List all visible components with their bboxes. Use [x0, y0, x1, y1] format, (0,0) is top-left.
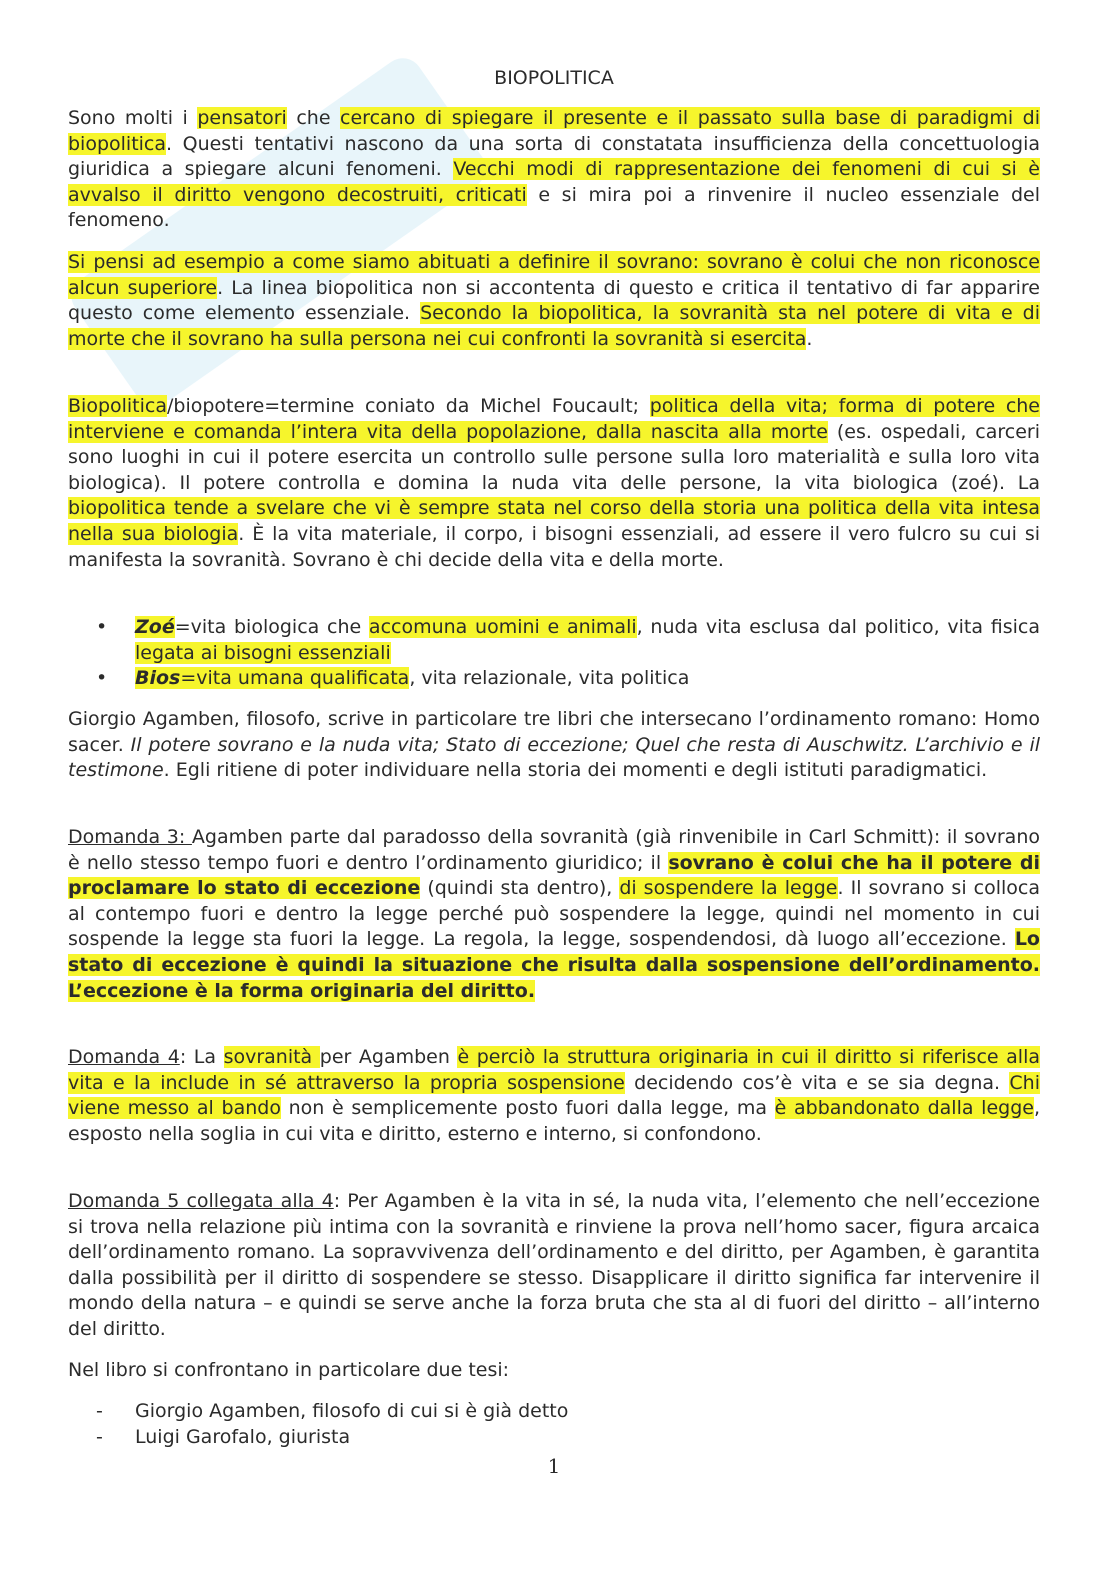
highlight: politica della vita; forma di potere che interviene e comanda l’intera vita della popolazione, dalla nascita alla morte [68, 395, 1040, 443]
question-label: Domanda 5 collegata alla 4 [68, 1190, 334, 1212]
highlight: pensatori [197, 107, 287, 129]
text-run: , nuda vita esclusa dal politico, vita fisica [636, 616, 1040, 638]
list-item-text: Luigi Garofalo, giurista [135, 1425, 351, 1448]
paragraph-biopolitica [68, 394, 1040, 573]
list-item [68, 1425, 1040, 1451]
list-item [68, 1399, 1040, 1425]
text-run: decidendo cos’è vita e se sia degna. [624, 1071, 1010, 1094]
highlight: è abbandonato dalla legge [774, 1097, 1034, 1120]
highlight: legata ai bisogni essenziali [135, 641, 391, 664]
paragraph-sovrano [68, 250, 1040, 352]
bullet-marker: • [96, 667, 108, 690]
text-run: Sono molti i [68, 107, 198, 129]
highlight: = [180, 667, 197, 690]
highlight: biopolitica tende a svelare che vi è sempre stata nel corso della storia una politica della vita intesa nella sua biologia [68, 497, 1040, 545]
bullet-list [68, 615, 1040, 692]
text-run: . È la vita materiale, il corpo, i bisogni essenziali, ad essere il vero fulcro su cui si manifesta la sovranità. Sovrano è chi decide della vita e della morte. [68, 522, 1040, 571]
text-run: Giorgio Agamben, filosofo, scrive in particolare tre libri che intersecano l’ordinamento romano: Homo sacer. [68, 708, 1040, 756]
text-run: (quindi sta dentro), [420, 877, 620, 900]
book-titles: Il potere sovrano e la nuda vita; Stato di eccezione; Quel che resta di Auschwitz. L’archivio e il testimone [68, 733, 1040, 782]
paragraph-domanda-4 [68, 1045, 1040, 1147]
bullet-marker: • [96, 616, 108, 638]
text-run: . Egli ritiene di poter individuare nella storia dei momenti e degli istituti paradigmatici. [163, 759, 988, 782]
text-run: e si mira poi a rinvenire il nucleo essenziale del fenomeno. [68, 183, 1040, 232]
text-run: : La [179, 1046, 224, 1068]
text-run: (es. ospedali, carceri sono luoghi in cui il potere esercita un controllo sulle persone sulla loro materialità e sulla loro vita biologica). Il potere controlla e domina la nuda vita delle persone, la vita biologica (zoé). La [68, 420, 1040, 494]
text-run: : Per Agamben è la vita in sé, la nuda vita, l’elemento che nell’eccezione si trova nella relazione più intima con la sovranità e rinviene la prova nell’homo sacer, figura arcaica dell’ordinamento romano. La sopravvivenza dell’ordinamento e del diritto, per Agamben, è garantita dalla possibilità per il diritto di sospendere se stesso. Disapplicare il diritto significa far intervenire il mondo della natura – e quindi se serve anche la forza bruta che sta al di fuori del diritto – all’interno del diritto. [68, 1190, 1040, 1340]
list-item-zoe [68, 615, 1040, 666]
text-run: . [806, 327, 813, 350]
highlight-bold: sovrano è colui che ha il potere di proclamare lo stato di eccezione [68, 851, 1040, 900]
text-run: . Il sovrano si colloca al contempo fuori e dentro la legge perché può sospendere la legge, quindi nel momento in cui sospende la legge sta fuori la legge. La regola, la legge, sospendendosi, dà luogo all’eccezione. [68, 877, 1040, 951]
highlight: sovranità [223, 1046, 320, 1068]
list-item-bios [68, 666, 1040, 692]
document-page [68, 0, 1040, 1579]
highlight: Vecchi modi di rappresentazione dei fenomeni di cui si è avvalso il diritto vengono decostruiti, criticati [68, 158, 1040, 206]
text-run: /biopotere=termine coniato da Michel Foucault; [167, 395, 650, 417]
text-run: non è semplicemente posto fuori dalla legge, ma [280, 1097, 775, 1120]
text-run: , esposto nella soglia in cui vita e diritto, esterno e interno, si confondono. [68, 1097, 1040, 1145]
paragraph-tesi: Nel libro si confrontano in particolare due tesi: [68, 1359, 510, 1381]
paragraph-agamben [68, 707, 1040, 784]
highlight: Si pensi ad esempio a come siamo abituati a definire il sovrano: sovrano è colui che non riconosce alcun superiore [68, 251, 1040, 299]
highlight: accomuna uomini e animali [368, 616, 637, 638]
highlight-term: Zoé [135, 616, 175, 638]
text-run: Agamben parte dal paradosso della sovranità (già rinvenibile in Carl Schmitt): il sovrano è nello stesso tempo fuori e dentro l’ordinamento giuridico; il [68, 826, 1040, 874]
dash-marker: - [96, 1400, 103, 1422]
question-label: Domanda 3: [68, 826, 192, 848]
text-run: . La linea biopolitica non si accontenta di questo e critica il tentativo di far apparire questo come elemento essenziale. [68, 276, 1040, 325]
highlight-term: Bios [135, 667, 181, 690]
text-run: che [286, 107, 341, 129]
page-number: 1 [547, 1454, 561, 1478]
highlight: è perciò la struttura originaria in cui il diritto si riferisce alla vita e la include in sé attraverso la propria sospensione [68, 1046, 1040, 1094]
dash-marker: - [96, 1425, 103, 1448]
dash-list [68, 1399, 1040, 1450]
highlight: di sospendere la legge [619, 877, 838, 900]
paragraph-domanda-3 [68, 825, 1040, 1004]
text-run: =vita biologica che [174, 616, 369, 638]
highlight: Chi viene messo al bando [68, 1071, 1040, 1120]
highlight: Biopolitica [68, 395, 167, 417]
list-item-text: Giorgio Agamben, filosofo di cui si è già detto [135, 1400, 569, 1422]
page-title: BIOPOLITICA [494, 67, 614, 89]
highlight-bold: Lo stato di eccezione è quindi la situazione che risulta dalla sospensione dell’ordinamento. L’eccezione è la forma originaria del diritto. [68, 928, 1040, 1002]
question-label: Domanda 4 [68, 1046, 180, 1068]
paragraph-intro [68, 106, 1040, 234]
highlight: cercano di spiegare il presente e il passato sulla base di paradigmi di biopolitica [68, 107, 1040, 155]
text-run: per Agamben [319, 1046, 458, 1068]
text-run: , vita relazionale, vita politica [409, 667, 690, 690]
text-run: . Questi tentativi nascono da una sorta di constatata insufficienza della concettuologia giuridica a spiegare alcuni fenomeni. [68, 132, 1040, 181]
highlight: Secondo la biopolitica, la sovranità sta nel potere di vita e di morte che il sovrano ha sulla persona nei cui confronti la sovranità si esercita [68, 302, 1040, 350]
highlight: vita umana qualificata [196, 667, 410, 690]
paragraph-domanda-5 [68, 1189, 1040, 1343]
